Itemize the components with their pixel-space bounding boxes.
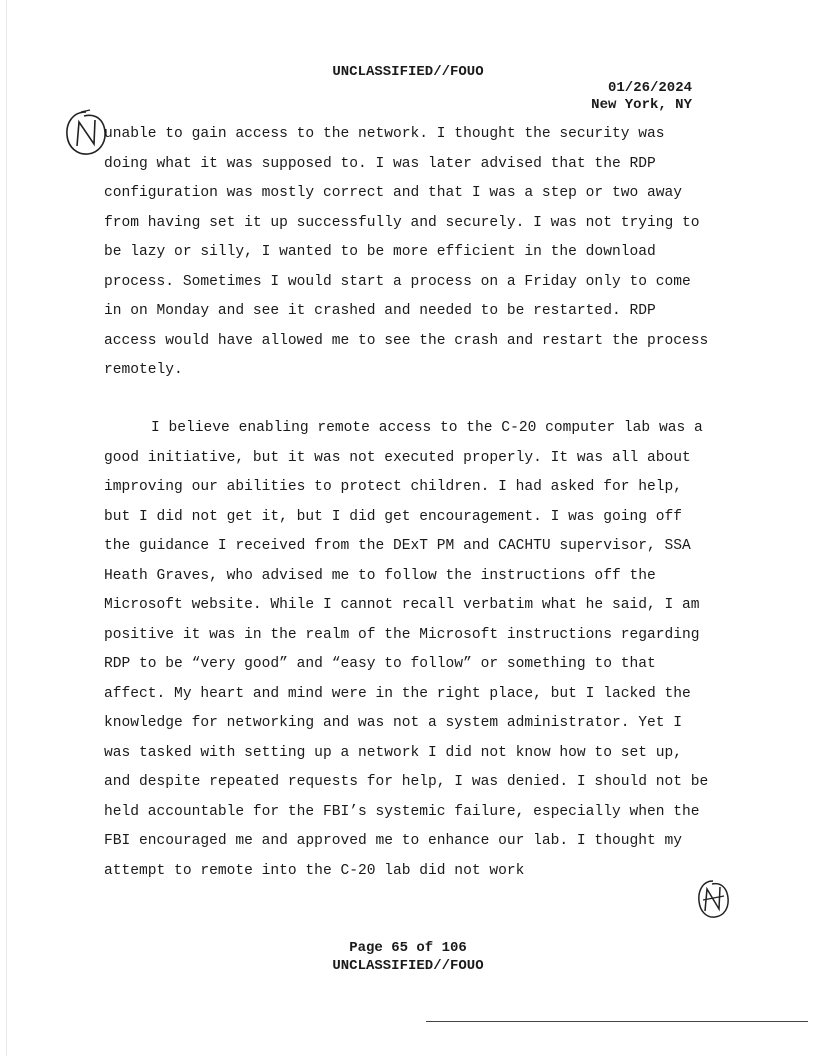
handwritten-initials-left [64,108,108,158]
page-number: Page 65 of 106 [349,940,467,956]
scan-edge [6,0,7,1056]
handwritten-initials-right [696,878,730,920]
document-date: 01/26/2024 [607,80,692,96]
classification-footer: UNCLASSIFIED//FOUO [332,958,484,974]
classification-header: UNCLASSIFIED//FOUO [332,64,484,80]
document-location: New York, NY [591,97,692,113]
body-paragraph-1: unable to gain access to the network. I thought the security was doing what it was supposed to. I was later advised that the RDP configuration was mostly correct and that I was a step or two away from having set it up successfully and securely. I was not trying to be lazy or silly, I wanted to be more efficient in the download process. Sometimes I would start a process on a Friday only to come in on Monday and see it crashed and needed to be restarted. RDP access would have allowed me to see the crash and restart the process remotely. [104,126,709,378]
bottom-rule [426,1021,808,1022]
body-paragraph-2: I believe enabling remote access to the C-20 computer lab was a good initiative, but it was not executed properly. It was all about improving our abilities to protect children. I had asked for help, but I did not get it, but I did get encouragement. I was going off the guidance I received from the DExT PM and CACHTU supervisor, SSA Heath Graves, who advised me to follow the instructions off the Microsoft website. While I cannot recall verbatim what he said, I am positive it was in the realm of the Microsoft instructions regarding RDP to be “very good” and “easy to follow” or something to that affect. My heart and mind were in the right place, but I lacked the knowledge for networking and was not a system administrator. Yet I was tasked with setting up a network I did not know how to set up, and despite repeated requests for help, I was denied. I should not be held accountable for the FBI’s systemic failure, especially when the FBI encouraged me and approved me to enhance our lab. I thought my attempt to remote into the C-20 lab did not work [104,420,709,879]
